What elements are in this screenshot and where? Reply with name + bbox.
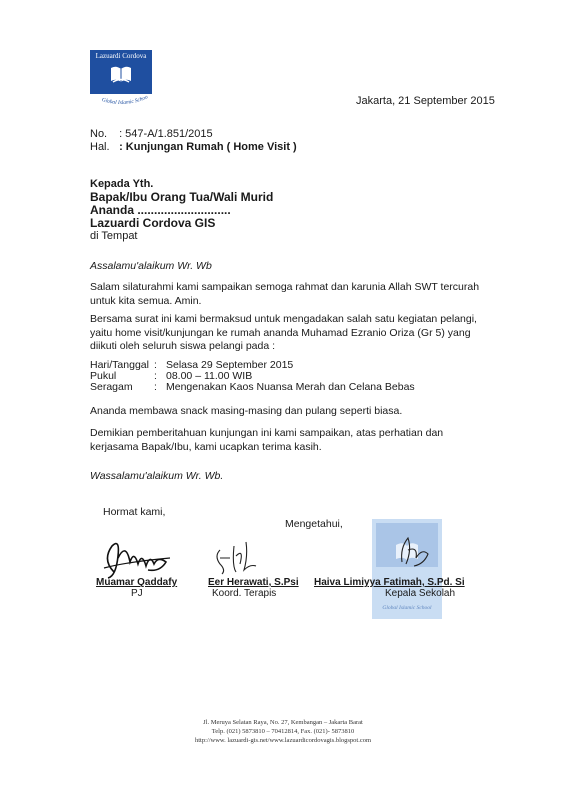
detail-label: Pukul [90,370,117,382]
detail-label: Hari/Tanggal [90,359,149,371]
acknowledged-text: Mengetahui, [285,518,343,530]
detail-separator: : [154,370,157,382]
regards-text: Hormat kami, [103,506,166,518]
signatory-3-name: Haiva Limiyya Fatimah, S.Pd. Si [314,577,465,588]
closing-salutation: Wassalamu'alaikum Wr. Wb. [90,470,224,482]
signatory-2-name: Eer Herawati, S.Psi [208,577,299,588]
letter-subject-label: Hal. [90,141,110,153]
addressee-line-1: Kepada Yth. [90,178,154,190]
letter-number-label: No. [90,128,108,140]
detail-label: Seragam [90,381,133,393]
footer-address: Jl. Meruya Selatan Raya, No. 27, Kembangan – Jakarta Barat [203,719,363,726]
letter-subject-value: : Kunjungan Rumah ( Home Visit ) [119,141,297,153]
addressee-line-5: di Tempat [90,230,138,242]
detail-value: 08.00 – 11.00 WIB [166,370,253,382]
signatory-1-name: Muamar Qaddafy [96,577,178,588]
addressee-line-3: Ananda ............................ [90,203,231,217]
book-icon [109,64,133,84]
addressee-line-2: Bapak/Ibu Orang Tua/Wali Murid [90,190,274,204]
addressee-line-4: Lazuardi Cordova GIS [90,216,216,230]
signatory-2-role: Koord. Terapis [212,588,277,599]
paragraph-snack: Ananda membawa snack masing-masing dan pulang seperti biasa. [90,405,403,417]
signature-3-image [388,528,438,576]
footer-phone: Telp. (021) 5873810 – 70412814, Fax. (021)- 5873810 [211,728,355,735]
detail-value: Mengenakan Kaos Nuansa Merah dan Celana Bebas [166,381,415,393]
logo-motto [90,94,152,110]
paragraph-opening: Salam silaturahmi kami sampaikan semoga rahmat dan karunia Allah SWT tercurah untuk kita semua. Amin. [90,281,480,307]
logo-name: Lazuardi Cordova [95,52,147,60]
detail-value: Selasa 29 September 2015 [166,359,294,371]
signatory-1-role: PJ [131,588,143,599]
footer-website: http://www. lazuardi-gis.net/www.lazuardicordovagis.blogspot.com [194,737,372,744]
detail-separator: : [154,359,157,371]
letter-subject [90,141,297,153]
paragraph-closing: Demikian pemberitahuan kunjungan ini kami sampaikan, atas perhatian dan kerjasama Bapak/Ibu, kami ucapkan terima kasih. [90,427,444,453]
detail-row [90,381,415,393]
letter-date: Jakarta, 21 September 2015 [356,95,495,107]
greeting: Assalamu'alaikum Wr. Wb [90,260,212,272]
logo-emblem [90,50,152,94]
letter-number-value: : 547-A/1.851/2015 [119,128,213,140]
school-logo [90,50,152,110]
svg-text:Global Islamic School: Global Islamic Schoo [101,94,149,107]
paragraph-purpose: Bersama surat ini kami bermaksud untuk mengadakan salah satu kegiatan pelangi, yaitu home visit/kunjungan ke rumah ananda Muhamad Ezranio Oriza (Gr 5) yang diikuti oleh seluruh siswa pelangi pada : [90,313,477,352]
signatory-3-role: Kepala Sekolah [385,588,456,599]
letter-number [90,128,213,140]
signature-2-image [217,542,256,574]
detail-separator: : [154,381,157,393]
svg-text:Global Islamic School: Global Islamic School [382,605,432,611]
